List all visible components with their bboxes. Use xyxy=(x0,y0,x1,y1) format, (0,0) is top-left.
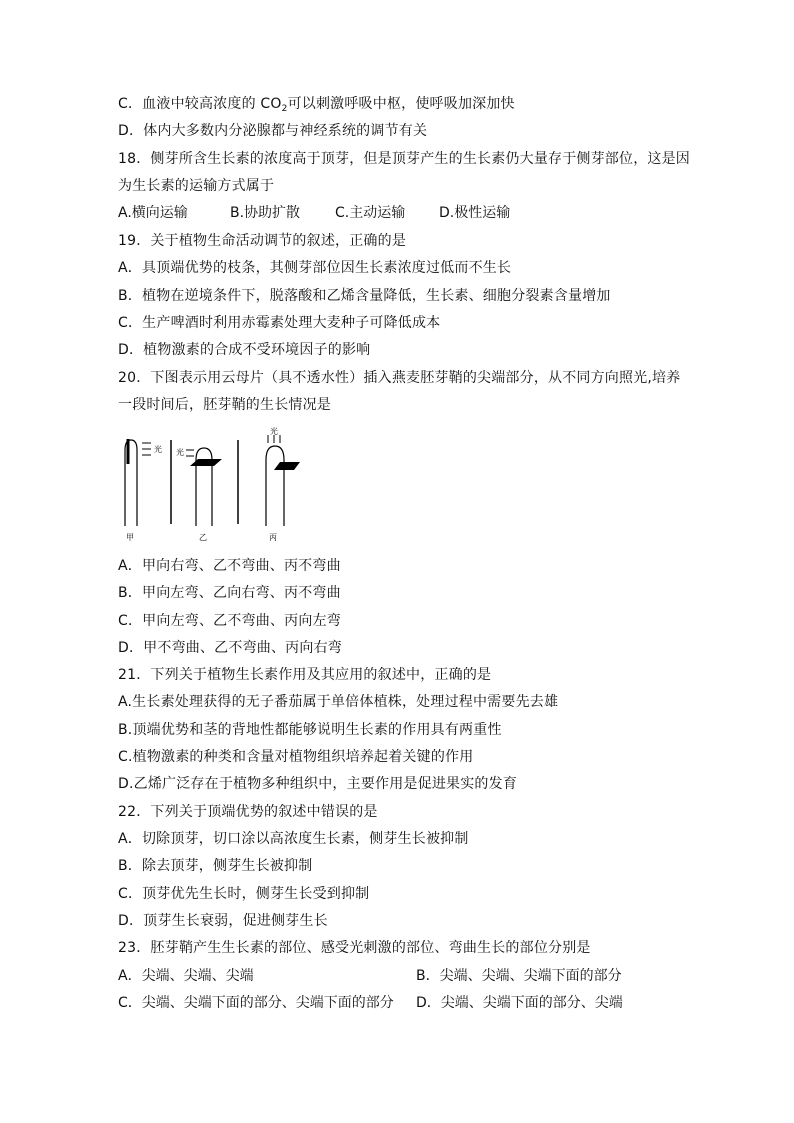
q23-option-c: C．尖端、尖端下面的部分、尖端下面的部分 xyxy=(118,995,394,1011)
coleoptile-figure xyxy=(118,426,308,546)
q21-stem: 21．下列关于植物生长素作用及其应用的叙述中，正确的是 xyxy=(118,667,492,683)
q23-option-b: B．尖端、尖端、尖端下面的部分 xyxy=(416,968,622,984)
q18-option-c: C.主动运输 xyxy=(335,205,406,221)
q20-stem-line1: 20．下图表示用云母片（具不透水性）插入燕麦胚芽鞘的尖端部分，从不同方向照光,培养 xyxy=(118,370,681,386)
q21-option-b: B.顶端优势和茎的背地性都能够说明生长素的作用具有两重性 xyxy=(118,722,502,738)
q19-option-d: D．植物激素的合成不受环境因子的影响 xyxy=(118,342,371,358)
q22-stem: 22．下列关于顶端优势的叙述中错误的是 xyxy=(118,804,378,820)
q18-option-a: A.横向运输 xyxy=(118,205,188,221)
q19-option-a: A．具顶端优势的枝条，其侧芽部位因生长素浓度过低而不生长 xyxy=(118,260,512,276)
mica-sheet-bing xyxy=(274,462,300,470)
q20-option-a: A．甲向右弯、乙不弯曲、丙不弯曲 xyxy=(118,558,341,574)
q20-stem-line2: 一段时间后，胚芽鞘的生长情况是 xyxy=(118,397,331,413)
q19-stem: 19．关于植物生命活动调节的叙述，正确的是 xyxy=(118,233,407,249)
q19-option-b: B．植物在逆境条件下，脱落酸和乙烯含量降低，生长素、细胞分裂素含量增加 xyxy=(118,288,611,304)
q23-stem: 23．胚芽鞘产生生长素的部位、感受光刺激的部位、弯曲生长的部位分别是 xyxy=(118,940,591,956)
q21-option-a: A.生长素处理获得的无子番茄属于单倍体植株，处理过程中需要先去雄 xyxy=(118,694,559,710)
coleoptile-yi xyxy=(176,447,222,542)
light-label-bing: 光 xyxy=(270,427,278,436)
light-label-yi: 光 xyxy=(176,448,184,457)
q17-option-d: D．体内大多数内分泌腺都与神经系统的调节有关 xyxy=(118,123,428,139)
q21-option-c: C.植物激素的种类和含量对植物组织培养起着关键的作用 xyxy=(118,749,474,765)
q18-option-d: D.极性运输 xyxy=(439,205,511,221)
label-bing: 丙 xyxy=(269,533,277,542)
coleoptile-diagram xyxy=(118,426,308,546)
q20-option-b: B．甲向左弯、乙向右弯、丙不弯曲 xyxy=(118,585,341,601)
light-label-jia: 光 xyxy=(154,445,162,454)
coleoptile-jia xyxy=(125,439,162,542)
q19-option-c: C．生产啤酒时利用赤霉素处理大麦种子可降低成本 xyxy=(118,315,441,331)
q23-option-a: A．尖端、尖端、尖端 xyxy=(118,968,254,984)
q20-option-d: D．甲不弯曲、乙不弯曲、丙向右弯 xyxy=(118,640,342,656)
q23-option-d: D．尖端、尖端下面的部分、尖端 xyxy=(416,995,623,1011)
q17-option-c xyxy=(118,94,515,114)
q20-option-c: C．甲向左弯、乙不弯曲、丙向左弯 xyxy=(118,613,341,629)
q22-option-a: A．切除顶芽，切口涂以高浓度生长素，侧芽生长被抑制 xyxy=(118,831,469,847)
q22-option-b: B．除去顶芽，侧芽生长被抑制 xyxy=(118,858,313,874)
q22-option-c: C．顶芽优先生长时，侧芽生长受到抑制 xyxy=(118,886,370,902)
q21-option-d: D.乙烯广泛存在于植物多种组织中，主要作用是促进果实的发育 xyxy=(118,776,518,792)
q17-option-c-text-2: 可以刺激呼吸中枢，使呼吸加深加快 xyxy=(287,96,515,112)
co2-subscript: 2 xyxy=(281,104,288,114)
q17-option-c-text: C．血液中较高浓度的 CO xyxy=(118,96,282,112)
coleoptile-bing xyxy=(266,426,300,542)
label-yi: 乙 xyxy=(199,533,207,542)
q18-option-b: B.协助扩散 xyxy=(230,205,301,221)
q18-stem-line1: 18．侧芽所含生长素的浓度高于顶芽，但是顶芽产生的生长素仍大量存于侧芽部位，这是因 xyxy=(118,151,691,167)
mica-sheet-yi xyxy=(190,459,222,466)
q22-option-d: D．顶芽生长衰弱，促进侧芽生长 xyxy=(118,913,328,929)
label-jia: 甲 xyxy=(126,533,134,542)
q18-stem-line2: 为生长素的运输方式属于 xyxy=(118,178,275,194)
